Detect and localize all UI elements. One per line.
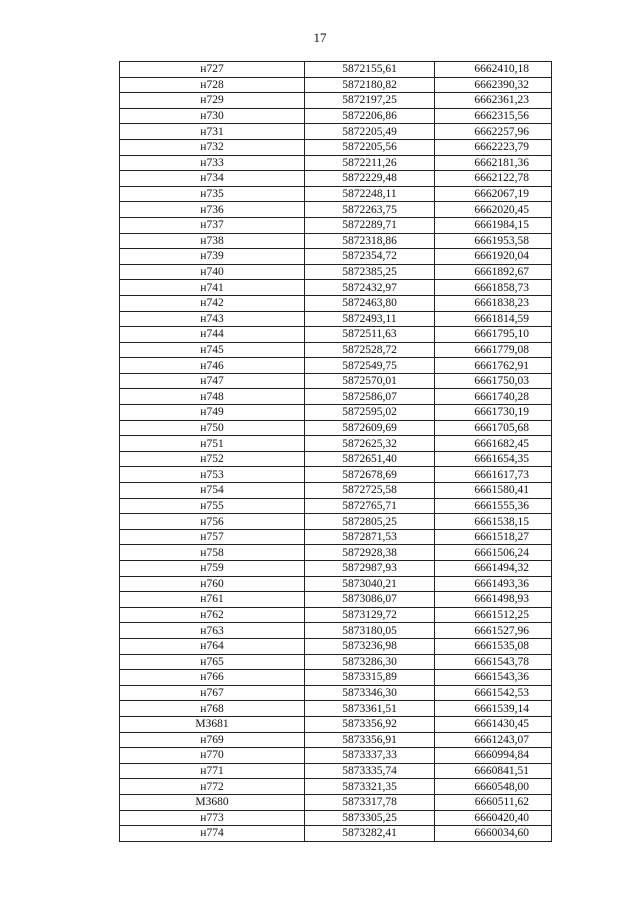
y-coordinate-cell: 6662181,36 <box>435 155 552 171</box>
table-row <box>120 358 552 374</box>
table-row <box>120 139 552 155</box>
x-coordinate-cell: 5873337,33 <box>305 748 435 764</box>
x-coordinate-cell: 5873286,30 <box>305 654 435 670</box>
point-name-cell: н750 <box>120 420 305 436</box>
x-coordinate-cell: 5872318,86 <box>305 233 435 249</box>
table-row <box>120 108 552 124</box>
y-coordinate-cell: 6662361,23 <box>435 93 552 109</box>
x-coordinate-cell: 5873356,92 <box>305 716 435 732</box>
point-name-cell: н757 <box>120 529 305 545</box>
point-name-cell: н755 <box>120 498 305 514</box>
x-coordinate-cell: 5872155,61 <box>305 62 435 78</box>
y-coordinate-cell: 6661512,25 <box>435 607 552 623</box>
point-name-cell: н746 <box>120 358 305 374</box>
point-name-cell: н754 <box>120 483 305 499</box>
point-name-cell: н758 <box>120 545 305 561</box>
y-coordinate-cell: 6661527,96 <box>435 623 552 639</box>
table-row <box>120 794 552 810</box>
point-name-cell: н729 <box>120 93 305 109</box>
table-row <box>120 155 552 171</box>
x-coordinate-cell: 5872197,25 <box>305 93 435 109</box>
x-coordinate-cell: 5872609,69 <box>305 420 435 436</box>
x-coordinate-cell: 5873086,07 <box>305 592 435 608</box>
point-name-cell: н772 <box>120 779 305 795</box>
table-row <box>120 483 552 499</box>
y-coordinate-cell: 6661682,45 <box>435 436 552 452</box>
y-coordinate-cell: 6661779,08 <box>435 342 552 358</box>
y-coordinate-cell: 6662390,32 <box>435 77 552 93</box>
point-name-cell: МЗ680 <box>120 794 305 810</box>
x-coordinate-cell: 5872205,49 <box>305 124 435 140</box>
x-coordinate-cell: 5872289,71 <box>305 217 435 233</box>
x-coordinate-cell: 5872651,40 <box>305 451 435 467</box>
x-coordinate-cell: 5872549,75 <box>305 358 435 374</box>
x-coordinate-cell: 5873361,51 <box>305 701 435 717</box>
point-name-cell: н742 <box>120 295 305 311</box>
y-coordinate-cell: 6662020,45 <box>435 202 552 218</box>
table-row <box>120 529 552 545</box>
x-coordinate-cell: 5872765,71 <box>305 498 435 514</box>
table-row <box>120 638 552 654</box>
point-name-cell: н744 <box>120 327 305 343</box>
y-coordinate-cell: 6661506,24 <box>435 545 552 561</box>
table-row <box>120 654 552 670</box>
x-coordinate-cell: 5872248,11 <box>305 186 435 202</box>
y-coordinate-cell: 6661705,68 <box>435 420 552 436</box>
table-row <box>120 124 552 140</box>
x-coordinate-cell: 5873321,35 <box>305 779 435 795</box>
y-coordinate-cell: 6661892,67 <box>435 264 552 280</box>
point-name-cell: н727 <box>120 62 305 78</box>
table-row <box>120 716 552 732</box>
point-name-cell: н769 <box>120 732 305 748</box>
point-name-cell: н768 <box>120 701 305 717</box>
table-row <box>120 592 552 608</box>
point-name-cell: н739 <box>120 249 305 265</box>
table-row <box>120 217 552 233</box>
y-coordinate-cell: 6661543,78 <box>435 654 552 670</box>
x-coordinate-cell: 5873282,41 <box>305 826 435 842</box>
table-row <box>120 467 552 483</box>
table-row <box>120 670 552 686</box>
table-row <box>120 373 552 389</box>
y-coordinate-cell: 6661539,14 <box>435 701 552 717</box>
point-name-cell: н763 <box>120 623 305 639</box>
y-coordinate-cell: 6661617,73 <box>435 467 552 483</box>
point-name-cell: н733 <box>120 155 305 171</box>
point-name-cell: н753 <box>120 467 305 483</box>
table-row <box>120 342 552 358</box>
table-row <box>120 436 552 452</box>
table-row <box>120 186 552 202</box>
y-coordinate-cell: 6661730,19 <box>435 405 552 421</box>
point-name-cell: н760 <box>120 576 305 592</box>
point-name-cell: н728 <box>120 77 305 93</box>
point-name-cell: н751 <box>120 436 305 452</box>
y-coordinate-cell: 6661494,32 <box>435 561 552 577</box>
x-coordinate-cell: 5872586,07 <box>305 389 435 405</box>
point-name-cell: н752 <box>120 451 305 467</box>
table-row <box>120 249 552 265</box>
x-coordinate-cell: 5872263,75 <box>305 202 435 218</box>
table-row <box>120 732 552 748</box>
page-number: 17 <box>313 30 327 45</box>
y-coordinate-cell: 6662410,18 <box>435 62 552 78</box>
y-coordinate-cell: 6661543,36 <box>435 670 552 686</box>
y-coordinate-cell: 6662315,56 <box>435 108 552 124</box>
point-name-cell: н738 <box>120 233 305 249</box>
table-row <box>120 810 552 826</box>
point-name-cell: н730 <box>120 108 305 124</box>
table-row <box>120 576 552 592</box>
x-coordinate-cell: 5872678,69 <box>305 467 435 483</box>
x-coordinate-cell: 5873236,98 <box>305 638 435 654</box>
y-coordinate-cell: 6661555,36 <box>435 498 552 514</box>
y-coordinate-cell: 6661580,41 <box>435 483 552 499</box>
table-row <box>120 171 552 187</box>
x-coordinate-cell: 5872570,01 <box>305 373 435 389</box>
table-row <box>120 561 552 577</box>
point-name-cell: н743 <box>120 311 305 327</box>
table-row <box>120 545 552 561</box>
y-coordinate-cell: 6661243,07 <box>435 732 552 748</box>
x-coordinate-cell: 5873356,91 <box>305 732 435 748</box>
point-name-cell: н759 <box>120 561 305 577</box>
table-row <box>120 607 552 623</box>
point-name-cell: н771 <box>120 763 305 779</box>
y-coordinate-cell: 6661750,03 <box>435 373 552 389</box>
y-coordinate-cell: 6660511,62 <box>435 794 552 810</box>
y-coordinate-cell: 6660841,51 <box>435 763 552 779</box>
table-row <box>120 93 552 109</box>
y-coordinate-cell: 6661795,10 <box>435 327 552 343</box>
table-row <box>120 701 552 717</box>
y-coordinate-cell: 6661858,73 <box>435 280 552 296</box>
point-name-cell: н732 <box>120 139 305 155</box>
y-coordinate-cell: 6661498,93 <box>435 592 552 608</box>
y-coordinate-cell: 6660420,40 <box>435 810 552 826</box>
x-coordinate-cell: 5872528,72 <box>305 342 435 358</box>
y-coordinate-cell: 6661984,15 <box>435 217 552 233</box>
x-coordinate-cell: 5873315,89 <box>305 670 435 686</box>
x-coordinate-cell: 5872229,48 <box>305 171 435 187</box>
y-coordinate-cell: 6661518,27 <box>435 529 552 545</box>
y-coordinate-cell: 6661920,04 <box>435 249 552 265</box>
y-coordinate-cell: 6661535,08 <box>435 638 552 654</box>
point-name-cell: н734 <box>120 171 305 187</box>
x-coordinate-cell: 5873129,72 <box>305 607 435 623</box>
y-coordinate-cell: 6661542,53 <box>435 685 552 701</box>
table-row <box>120 451 552 467</box>
point-name-cell: н737 <box>120 217 305 233</box>
table-row <box>120 514 552 530</box>
x-coordinate-cell: 5872595,02 <box>305 405 435 421</box>
table-row <box>120 264 552 280</box>
point-name-cell: н749 <box>120 405 305 421</box>
table-row <box>120 405 552 421</box>
table-row <box>120 62 552 78</box>
x-coordinate-cell: 5872206,86 <box>305 108 435 124</box>
x-coordinate-cell: 5872432,97 <box>305 280 435 296</box>
x-coordinate-cell: 5872211,26 <box>305 155 435 171</box>
y-coordinate-cell: 6662223,79 <box>435 139 552 155</box>
table-row <box>120 685 552 701</box>
x-coordinate-cell: 5872493,11 <box>305 311 435 327</box>
coordinates-table-body <box>120 62 552 842</box>
table-row <box>120 498 552 514</box>
y-coordinate-cell: 6662067,19 <box>435 186 552 202</box>
y-coordinate-cell: 6661762,91 <box>435 358 552 374</box>
y-coordinate-cell: 6662122,78 <box>435 171 552 187</box>
point-name-cell: н745 <box>120 342 305 358</box>
x-coordinate-cell: 5873180,05 <box>305 623 435 639</box>
point-name-cell: н765 <box>120 654 305 670</box>
x-coordinate-cell: 5873335,74 <box>305 763 435 779</box>
point-name-cell: н761 <box>120 592 305 608</box>
y-coordinate-cell: 6660548,00 <box>435 779 552 795</box>
y-coordinate-cell: 6661838,23 <box>435 295 552 311</box>
point-name-cell: н748 <box>120 389 305 405</box>
point-name-cell: н741 <box>120 280 305 296</box>
point-name-cell: н756 <box>120 514 305 530</box>
y-coordinate-cell: 6661493,36 <box>435 576 552 592</box>
x-coordinate-cell: 5873040,21 <box>305 576 435 592</box>
table-row <box>120 826 552 842</box>
point-name-cell: н767 <box>120 685 305 701</box>
y-coordinate-cell: 6661953,58 <box>435 233 552 249</box>
point-name-cell: н747 <box>120 373 305 389</box>
x-coordinate-cell: 5872987,93 <box>305 561 435 577</box>
point-name-cell: н740 <box>120 264 305 280</box>
table-row <box>120 295 552 311</box>
y-coordinate-cell: 6661814,59 <box>435 311 552 327</box>
point-name-cell: н773 <box>120 810 305 826</box>
table-row <box>120 763 552 779</box>
y-coordinate-cell: 6662257,96 <box>435 124 552 140</box>
coordinates-table <box>119 61 552 842</box>
table-row <box>120 280 552 296</box>
point-name-cell: МЗ681 <box>120 716 305 732</box>
x-coordinate-cell: 5872385,25 <box>305 264 435 280</box>
point-name-cell: н770 <box>120 748 305 764</box>
table-row <box>120 389 552 405</box>
y-coordinate-cell: 6661740,28 <box>435 389 552 405</box>
point-name-cell: н774 <box>120 826 305 842</box>
table-row <box>120 420 552 436</box>
x-coordinate-cell: 5872928,38 <box>305 545 435 561</box>
y-coordinate-cell: 6661654,35 <box>435 451 552 467</box>
point-name-cell: н731 <box>120 124 305 140</box>
table-row <box>120 779 552 795</box>
y-coordinate-cell: 6661430,45 <box>435 716 552 732</box>
table-row <box>120 311 552 327</box>
table-row <box>120 202 552 218</box>
table-row <box>120 233 552 249</box>
x-coordinate-cell: 5873305,25 <box>305 810 435 826</box>
x-coordinate-cell: 5872871,53 <box>305 529 435 545</box>
point-name-cell: н764 <box>120 638 305 654</box>
x-coordinate-cell: 5872511,63 <box>305 327 435 343</box>
point-name-cell: н735 <box>120 186 305 202</box>
x-coordinate-cell: 5872354,72 <box>305 249 435 265</box>
y-coordinate-cell: 6660034,60 <box>435 826 552 842</box>
x-coordinate-cell: 5873317,78 <box>305 794 435 810</box>
x-coordinate-cell: 5872463,80 <box>305 295 435 311</box>
table-row <box>120 327 552 343</box>
x-coordinate-cell: 5872805,25 <box>305 514 435 530</box>
x-coordinate-cell: 5872205,56 <box>305 139 435 155</box>
y-coordinate-cell: 6660994,84 <box>435 748 552 764</box>
point-name-cell: н766 <box>120 670 305 686</box>
point-name-cell: н762 <box>120 607 305 623</box>
table-row <box>120 748 552 764</box>
x-coordinate-cell: 5873346,30 <box>305 685 435 701</box>
x-coordinate-cell: 5872625,32 <box>305 436 435 452</box>
x-coordinate-cell: 5872725,58 <box>305 483 435 499</box>
table-row <box>120 623 552 639</box>
table-row <box>120 77 552 93</box>
x-coordinate-cell: 5872180,82 <box>305 77 435 93</box>
point-name-cell: н736 <box>120 202 305 218</box>
y-coordinate-cell: 6661538,15 <box>435 514 552 530</box>
